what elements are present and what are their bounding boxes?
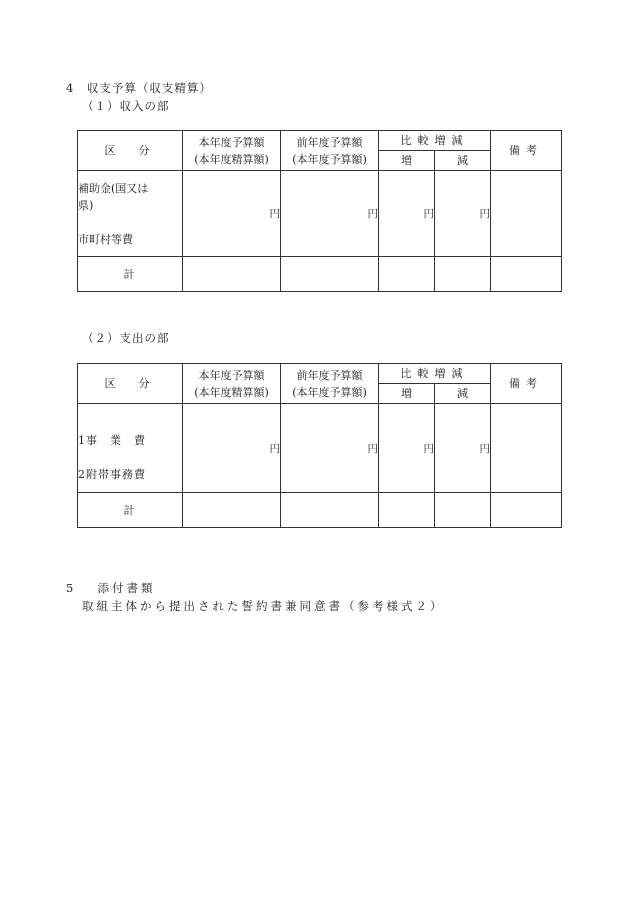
current-budget-label: 本年度予算額 [198, 368, 265, 382]
expense-current-cell: 円 [183, 404, 281, 493]
expense-item-admin: 2附帯事務費 [78, 468, 146, 481]
expense-table [77, 363, 562, 528]
category-header: 区 分 [78, 131, 183, 171]
expense-total-increase [379, 493, 435, 528]
current-budget-header [183, 364, 281, 404]
expense-total-remarks [491, 493, 562, 528]
previous-settlement-label: (本年度予算額) [292, 385, 367, 399]
increase-header: 増 [379, 384, 435, 404]
income-total-remarks [491, 257, 562, 292]
previous-budget-header [281, 131, 379, 171]
expense-items-cell [78, 404, 183, 493]
expense-increase-cell: 円 [379, 404, 435, 493]
income-increase-cell: 円 [379, 171, 435, 257]
expense-item-project: 1事 業 費 [78, 434, 146, 447]
section-5-heading: 5 添付書類 [66, 581, 156, 595]
income-items-cell [78, 171, 183, 257]
income-total-decrease [435, 257, 491, 292]
income-item-subsidy: 補助金(国又は [78, 181, 149, 195]
expense-section-title: （２）支出の部 [82, 331, 170, 345]
income-current-cell: 円 [183, 171, 281, 257]
income-remarks-cell [491, 171, 562, 257]
previous-budget-header [281, 364, 379, 404]
income-table [77, 130, 562, 292]
previous-settlement-label: (本年度予算額) [292, 152, 367, 166]
expense-total-current [183, 493, 281, 528]
remarks-header: 備考 [491, 131, 562, 171]
expense-decrease-cell: 円 [435, 404, 491, 493]
income-decrease-cell: 円 [435, 171, 491, 257]
income-total-label: 計 [78, 257, 183, 292]
decrease-header: 減 [435, 151, 491, 171]
increase-header: 増 [379, 151, 435, 171]
previous-budget-label: 前年度予算額 [296, 135, 363, 149]
attachment-description: 取組主体から提出された誓約書兼同意書（参考様式２） [82, 599, 445, 613]
expense-total-decrease [435, 493, 491, 528]
income-total-previous [281, 257, 379, 292]
expense-total-previous [281, 493, 379, 528]
income-section-title: （１）収入の部 [82, 99, 170, 113]
category-header: 区 分 [78, 364, 183, 404]
decrease-header: 減 [435, 384, 491, 404]
income-item-prefecture: 県) [78, 198, 94, 212]
income-total-increase [379, 257, 435, 292]
previous-budget-label: 前年度予算額 [296, 368, 363, 382]
expense-previous-cell: 円 [281, 404, 379, 493]
comparison-header: 比較増減 [379, 364, 491, 384]
income-item-municipal: 市町村等費 [78, 232, 133, 246]
expense-total-label: 計 [78, 493, 183, 528]
current-budget-label: 本年度予算額 [198, 135, 265, 149]
current-settlement-label: (本年度精算額) [194, 152, 269, 166]
expense-remarks-cell [491, 404, 562, 493]
current-budget-header [183, 131, 281, 171]
comparison-header: 比較増減 [379, 131, 491, 151]
income-total-current [183, 257, 281, 292]
current-settlement-label: (本年度精算額) [194, 385, 269, 399]
income-previous-cell: 円 [281, 171, 379, 257]
remarks-header: 備考 [491, 364, 562, 404]
section-4-heading: 4 収支予算（収支精算） [66, 81, 212, 95]
